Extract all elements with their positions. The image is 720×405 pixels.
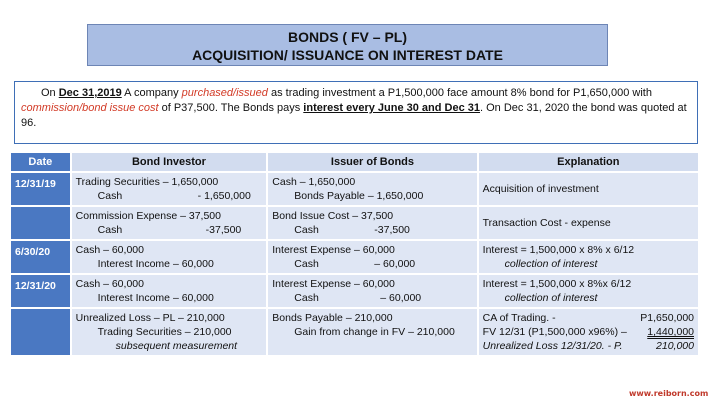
entry-line: Cash - 1,650,000 bbox=[97, 190, 251, 202]
entry-line: Bond Issue Cost – 37,500 bbox=[272, 210, 394, 222]
problem-text-2: A company bbox=[121, 87, 182, 99]
entry-line: Cash – 60,000 bbox=[75, 278, 144, 290]
entry-line: Cash – 60,000 bbox=[294, 292, 422, 304]
entry-line: Trading Securities – 210,000 bbox=[97, 326, 232, 338]
issuer-entry bbox=[267, 308, 477, 356]
explanation bbox=[478, 308, 699, 356]
issuer-entry bbox=[267, 172, 477, 206]
bonds-table bbox=[9, 151, 700, 357]
problem-highlight-commission: commission/bond issue cost bbox=[21, 102, 159, 114]
explanation bbox=[478, 240, 699, 274]
entry-line: Interest Income – 60,000 bbox=[97, 292, 214, 304]
entry-line: Bonds Payable – 1,650,000 bbox=[294, 190, 424, 202]
investor-entry bbox=[71, 206, 268, 240]
explanation-line: CA of Trading. - P1,650,000 bbox=[482, 312, 694, 324]
issuer-entry bbox=[267, 240, 477, 274]
investor-entry bbox=[71, 308, 268, 356]
explanation bbox=[478, 274, 699, 308]
explanation-line: Interest = 1,500,000 x 8% x 6/12 bbox=[482, 244, 635, 256]
title-line-1: BONDS ( FV – PL) bbox=[287, 29, 407, 45]
problem-statement bbox=[14, 81, 698, 144]
website-watermark: www.reiborn.com bbox=[629, 389, 709, 398]
problem-text-4: of P37,500. The Bonds pays bbox=[158, 102, 304, 114]
explanation-line: Unrealized Loss 12/31/20. - P. 210,000 bbox=[482, 340, 694, 352]
table-row bbox=[10, 308, 699, 356]
row-date bbox=[10, 308, 71, 356]
entry-line: Trading Securities – 1,650,000 bbox=[75, 176, 219, 188]
entry-line: Bonds Payable – 210,000 bbox=[272, 312, 393, 324]
explanation-line: collection of interest bbox=[504, 258, 598, 270]
entry-line: Cash – 60,000 bbox=[75, 244, 144, 256]
explanation-line: collection of interest bbox=[504, 292, 598, 304]
entry-line: Commission Expense – 37,500 bbox=[75, 210, 221, 222]
row-date: 6/30/20 bbox=[10, 240, 71, 274]
issuer-entry bbox=[267, 274, 477, 308]
entry-line: Interest Income – 60,000 bbox=[97, 258, 214, 270]
problem-highlight-purchased: purchased/issued bbox=[181, 87, 268, 99]
explanation-line: Interest = 1,500,000 x 8%x 6/12 bbox=[482, 278, 632, 290]
header-date: Date bbox=[10, 152, 71, 172]
row-date: 12/31/19 bbox=[10, 172, 71, 206]
entry-line: subsequent measurement bbox=[115, 340, 238, 352]
entry-line: Unrealized Loss – PL – 210,000 bbox=[75, 312, 225, 324]
row-date: 12/31/20 bbox=[10, 274, 71, 308]
problem-text-1: On bbox=[41, 87, 59, 99]
header-issuer: Issuer of Bonds bbox=[267, 152, 477, 172]
investor-entry bbox=[71, 274, 268, 308]
explanation: Acquisition of investment bbox=[478, 172, 699, 206]
explanation-line: FV 12/31 (P1,500,000 x96%) – 1,440,000 bbox=[482, 326, 694, 338]
investor-entry bbox=[71, 172, 268, 206]
title-line-2: ACQUISITION/ ISSUANCE ON INTEREST DATE bbox=[192, 47, 503, 63]
entry-line: Interest Expense – 60,000 bbox=[272, 278, 395, 290]
investor-entry bbox=[71, 240, 268, 274]
entry-line: Cash – 1,650,000 bbox=[272, 176, 356, 188]
table-row bbox=[10, 240, 699, 274]
table-row bbox=[10, 206, 699, 240]
explanation: Transaction Cost - expense bbox=[478, 206, 699, 240]
problem-text-3: as trading investment a P1,500,000 face amount 8% bond for P1,650,000 with bbox=[267, 87, 652, 99]
entry-line: Cash -37,500 bbox=[97, 224, 242, 236]
problem-interest-dates: interest every June 30 and Dec 31 bbox=[303, 102, 481, 114]
slide-title bbox=[87, 24, 608, 66]
entry-line: Gain from change in FV – 210,000 bbox=[294, 326, 455, 338]
entry-line: Interest Expense – 60,000 bbox=[272, 244, 395, 256]
row-date bbox=[10, 206, 71, 240]
table-header-row bbox=[10, 152, 699, 172]
header-explanation: Explanation bbox=[478, 152, 699, 172]
table-row bbox=[10, 172, 699, 206]
issuer-entry bbox=[267, 206, 477, 240]
problem-text-5: . On Dec 31, 2020 the bond was quoted at 96. bbox=[21, 102, 687, 129]
table-row bbox=[10, 274, 699, 308]
header-investor: Bond Investor bbox=[71, 152, 268, 172]
entry-line: Cash – 60,000 bbox=[294, 258, 416, 270]
problem-date: Dec 31,2019 bbox=[58, 87, 122, 99]
entry-line: Cash -37,500 bbox=[294, 224, 410, 236]
